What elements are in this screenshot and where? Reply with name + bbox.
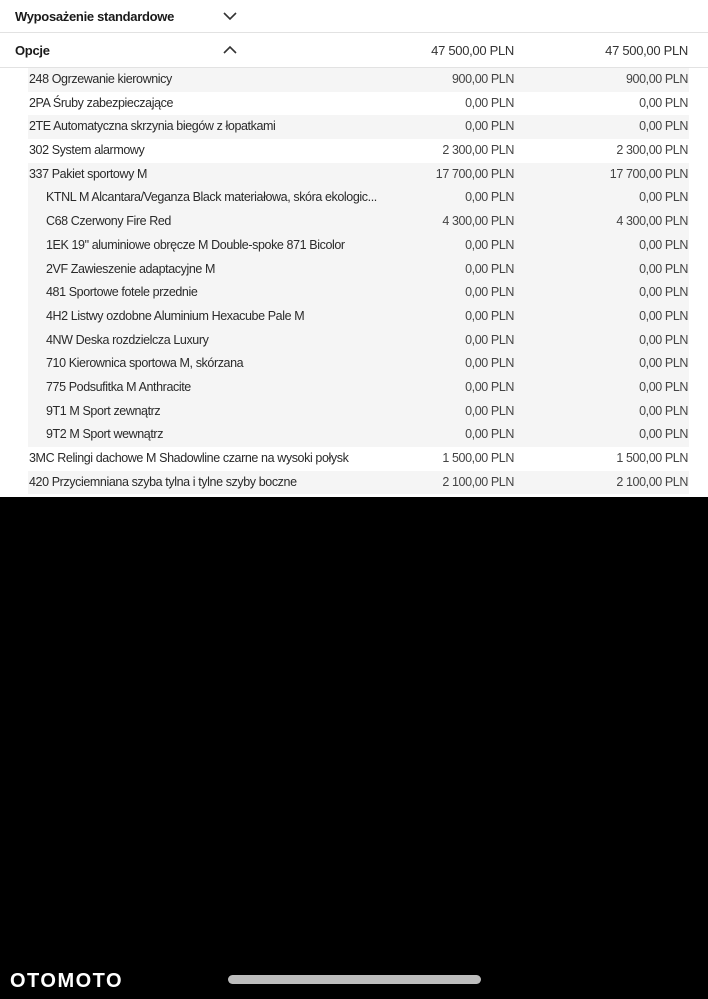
option-price-2: 900,00 PLN	[625, 72, 688, 86]
option-label: 3MC Relingi dachowe M Shadowline czarne na wysoki połysk	[29, 451, 349, 465]
option-label: KTNL M Alcantara/Veganza Black materiałowa, skóra ekologic...	[46, 190, 377, 205]
option-price-2: 0,00 PLN	[639, 261, 688, 276]
option-price-2: 0,00 PLN	[639, 190, 688, 205]
chevron-up-icon[interactable]	[222, 42, 238, 58]
option-subrow	[28, 281, 689, 305]
options-total-price-2: 47 500,00 PLN	[605, 42, 688, 58]
option-price-1: 0,00 PLN	[465, 285, 514, 300]
option-price-1: 0,00 PLN	[465, 356, 514, 371]
option-label: 2TE Automatyczna skrzynia biegów z łopatkami	[29, 119, 276, 134]
option-row	[28, 139, 689, 163]
option-price-1: 0,00 PLN	[465, 379, 514, 394]
option-row	[28, 115, 689, 139]
option-label: 481 Sportowe fotele przednie	[46, 285, 198, 300]
option-row	[28, 447, 689, 471]
option-price-2: 0,00 PLN	[639, 403, 688, 418]
option-price-2: 0,00 PLN	[639, 119, 688, 134]
option-label: 2VF Zawieszenie adaptacyjne M	[46, 261, 216, 276]
option-label: 4NW Deska rozdzielcza Luxury	[46, 332, 209, 347]
option-label: 4H2 Listwy ozdobne Aluminium Hexacube Pale M	[46, 308, 305, 323]
option-subrow	[28, 186, 689, 210]
option-row	[28, 68, 689, 92]
option-price-1: 0,00 PLN	[465, 237, 514, 252]
option-subrow	[28, 305, 689, 329]
option-price-1: 0,00 PLN	[465, 261, 514, 276]
option-price-2: 1 500,00 PLN	[616, 451, 688, 465]
chevron-down-icon[interactable]	[222, 8, 238, 24]
option-price-2: 2 300,00 PLN	[616, 143, 688, 158]
option-row	[28, 163, 689, 187]
option-price-1: 900,00 PLN	[451, 72, 514, 86]
option-label: 420 Przyciemniana szyba tylna i tylne szyby boczne	[29, 474, 297, 489]
options-title: Opcje	[15, 42, 50, 58]
option-price-1: 0,00 PLN	[465, 403, 514, 418]
option-price-1: 17 700,00 PLN	[435, 166, 514, 181]
option-price-2: 0,00 PLN	[639, 308, 688, 323]
option-label: 337 Pakiet sportowy M	[29, 166, 148, 181]
option-price-1: 0,00 PLN	[465, 95, 514, 110]
otomoto-logo: OTOMOTO	[10, 970, 124, 992]
option-price-2: 0,00 PLN	[639, 379, 688, 394]
option-price-2: 0,00 PLN	[639, 427, 688, 442]
option-label: 9T1 M Sport zewnątrz	[46, 403, 161, 418]
equipment-panel	[0, 0, 708, 497]
option-label: 248 Ogrzewanie kierownicy	[29, 72, 172, 86]
option-price-1: 0,00 PLN	[465, 190, 514, 205]
option-price-1: 0,00 PLN	[465, 427, 514, 442]
option-subrow	[28, 423, 689, 447]
option-subrow	[28, 258, 689, 282]
option-price-1: 0,00 PLN	[465, 308, 514, 323]
option-row	[28, 471, 689, 495]
option-label: 9T2 M Sport wewnątrz	[46, 427, 164, 442]
option-price-1: 0,00 PLN	[465, 119, 514, 134]
option-subrow	[28, 329, 689, 353]
option-subrow	[28, 352, 689, 376]
option-price-2: 0,00 PLN	[639, 237, 688, 252]
option-price-1: 2 100,00 PLN	[442, 474, 514, 489]
option-label: 2PA Śruby zabezpieczające	[29, 95, 174, 110]
option-price-2: 0,00 PLN	[639, 332, 688, 347]
option-label: 1EK 19" aluminiowe obręcze M Double-spoke 871 Bicolor	[46, 237, 345, 252]
option-label: C68 Czerwony Fire Red	[46, 214, 171, 229]
option-price-1: 4 300,00 PLN	[442, 214, 514, 229]
option-subrow	[28, 400, 689, 424]
standard-equipment-title: Wyposażenie standardowe	[15, 8, 175, 24]
option-label: 302 System alarmowy	[29, 143, 145, 158]
options-list	[28, 68, 689, 494]
option-price-1: 2 300,00 PLN	[442, 143, 514, 158]
options-header[interactable]	[0, 33, 708, 68]
option-price-2: 4 300,00 PLN	[616, 214, 688, 229]
standard-equipment-header[interactable]	[0, 0, 708, 33]
option-price-2: 0,00 PLN	[639, 285, 688, 300]
home-indicator-bar[interactable]	[228, 975, 481, 984]
option-price-2: 0,00 PLN	[639, 95, 688, 110]
option-subrow	[28, 210, 689, 234]
option-price-1: 0,00 PLN	[465, 332, 514, 347]
option-price-1: 1 500,00 PLN	[442, 451, 514, 465]
option-price-2: 0,00 PLN	[639, 356, 688, 371]
option-label: 710 Kierownica sportowa M, skórzana	[46, 356, 244, 371]
option-price-2: 2 100,00 PLN	[616, 474, 688, 489]
option-subrow	[28, 234, 689, 258]
options-total-price-1: 47 500,00 PLN	[431, 42, 514, 58]
option-subrow	[28, 376, 689, 400]
option-label: 775 Podsufitka M Anthracite	[46, 379, 191, 394]
option-row	[28, 92, 689, 116]
option-price-2: 17 700,00 PLN	[609, 166, 688, 181]
